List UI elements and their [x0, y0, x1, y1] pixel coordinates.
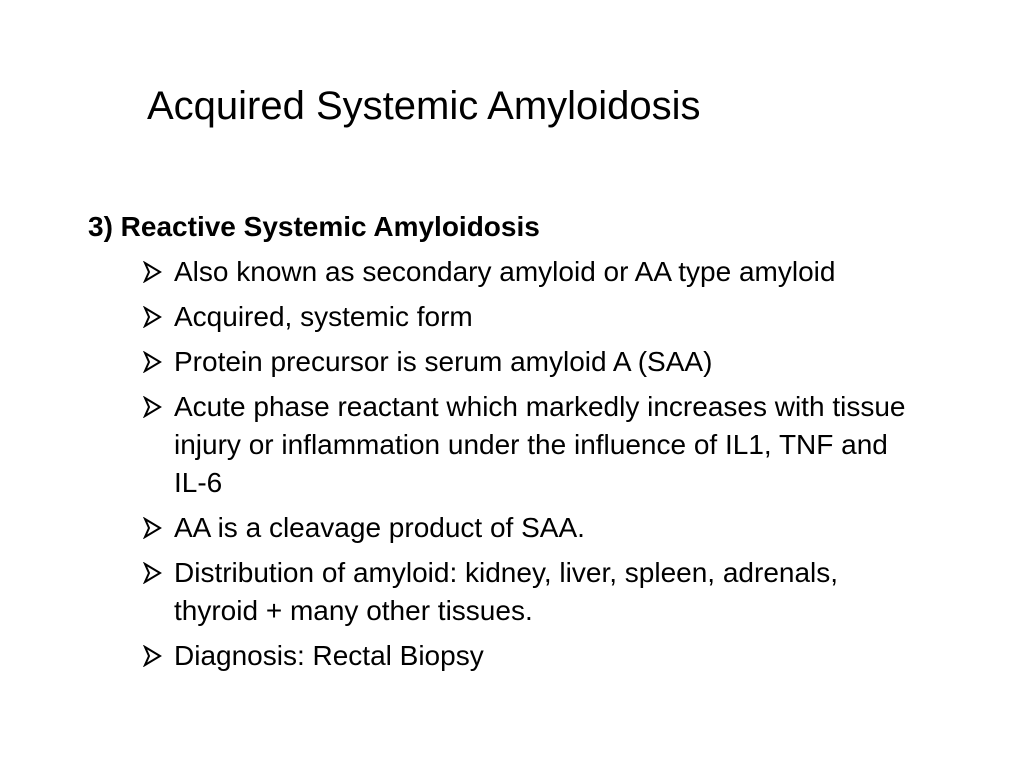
- bullet-text: Also known as secondary amyloid or AA type amyloid: [174, 256, 836, 287]
- arrowhead-bullet-icon: [143, 343, 174, 381]
- bullet-text: Acute phase reactant which markedly increases with tissue injury or inflammation under the influence of IL1, TNF and IL-6: [174, 391, 906, 498]
- bullet-item: [143, 388, 923, 502]
- bullet-text: AA is a cleavage product of SAA.: [174, 512, 585, 543]
- bullet-item: [143, 637, 923, 675]
- bullet-item: [143, 298, 923, 336]
- arrowhead-bullet-icon: [143, 637, 174, 675]
- section-heading: 3) Reactive Systemic Amyloidosis: [88, 211, 540, 242]
- bullet-item: [143, 554, 923, 630]
- arrowhead-bullet-icon: [143, 509, 174, 547]
- arrowhead-bullet-icon: [143, 388, 174, 426]
- bullet-text: Diagnosis: Rectal Biopsy: [174, 640, 484, 671]
- bullet-item: [143, 343, 923, 381]
- arrowhead-bullet-icon: [143, 554, 174, 592]
- arrowhead-bullet-icon: [143, 298, 174, 336]
- bullet-list: [143, 253, 923, 682]
- bullet-text: Protein precursor is serum amyloid A (SAA): [174, 346, 713, 377]
- bullet-item: [143, 253, 923, 291]
- arrowhead-bullet-icon: [143, 253, 174, 291]
- bullet-text: Distribution of amyloid: kidney, liver, spleen, adrenals, thyroid + many other tissues.: [174, 557, 839, 626]
- bullet-item: [143, 509, 923, 547]
- slide-title: Acquired Systemic Amyloidosis: [147, 84, 701, 128]
- bullet-text: Acquired, systemic form: [174, 301, 473, 332]
